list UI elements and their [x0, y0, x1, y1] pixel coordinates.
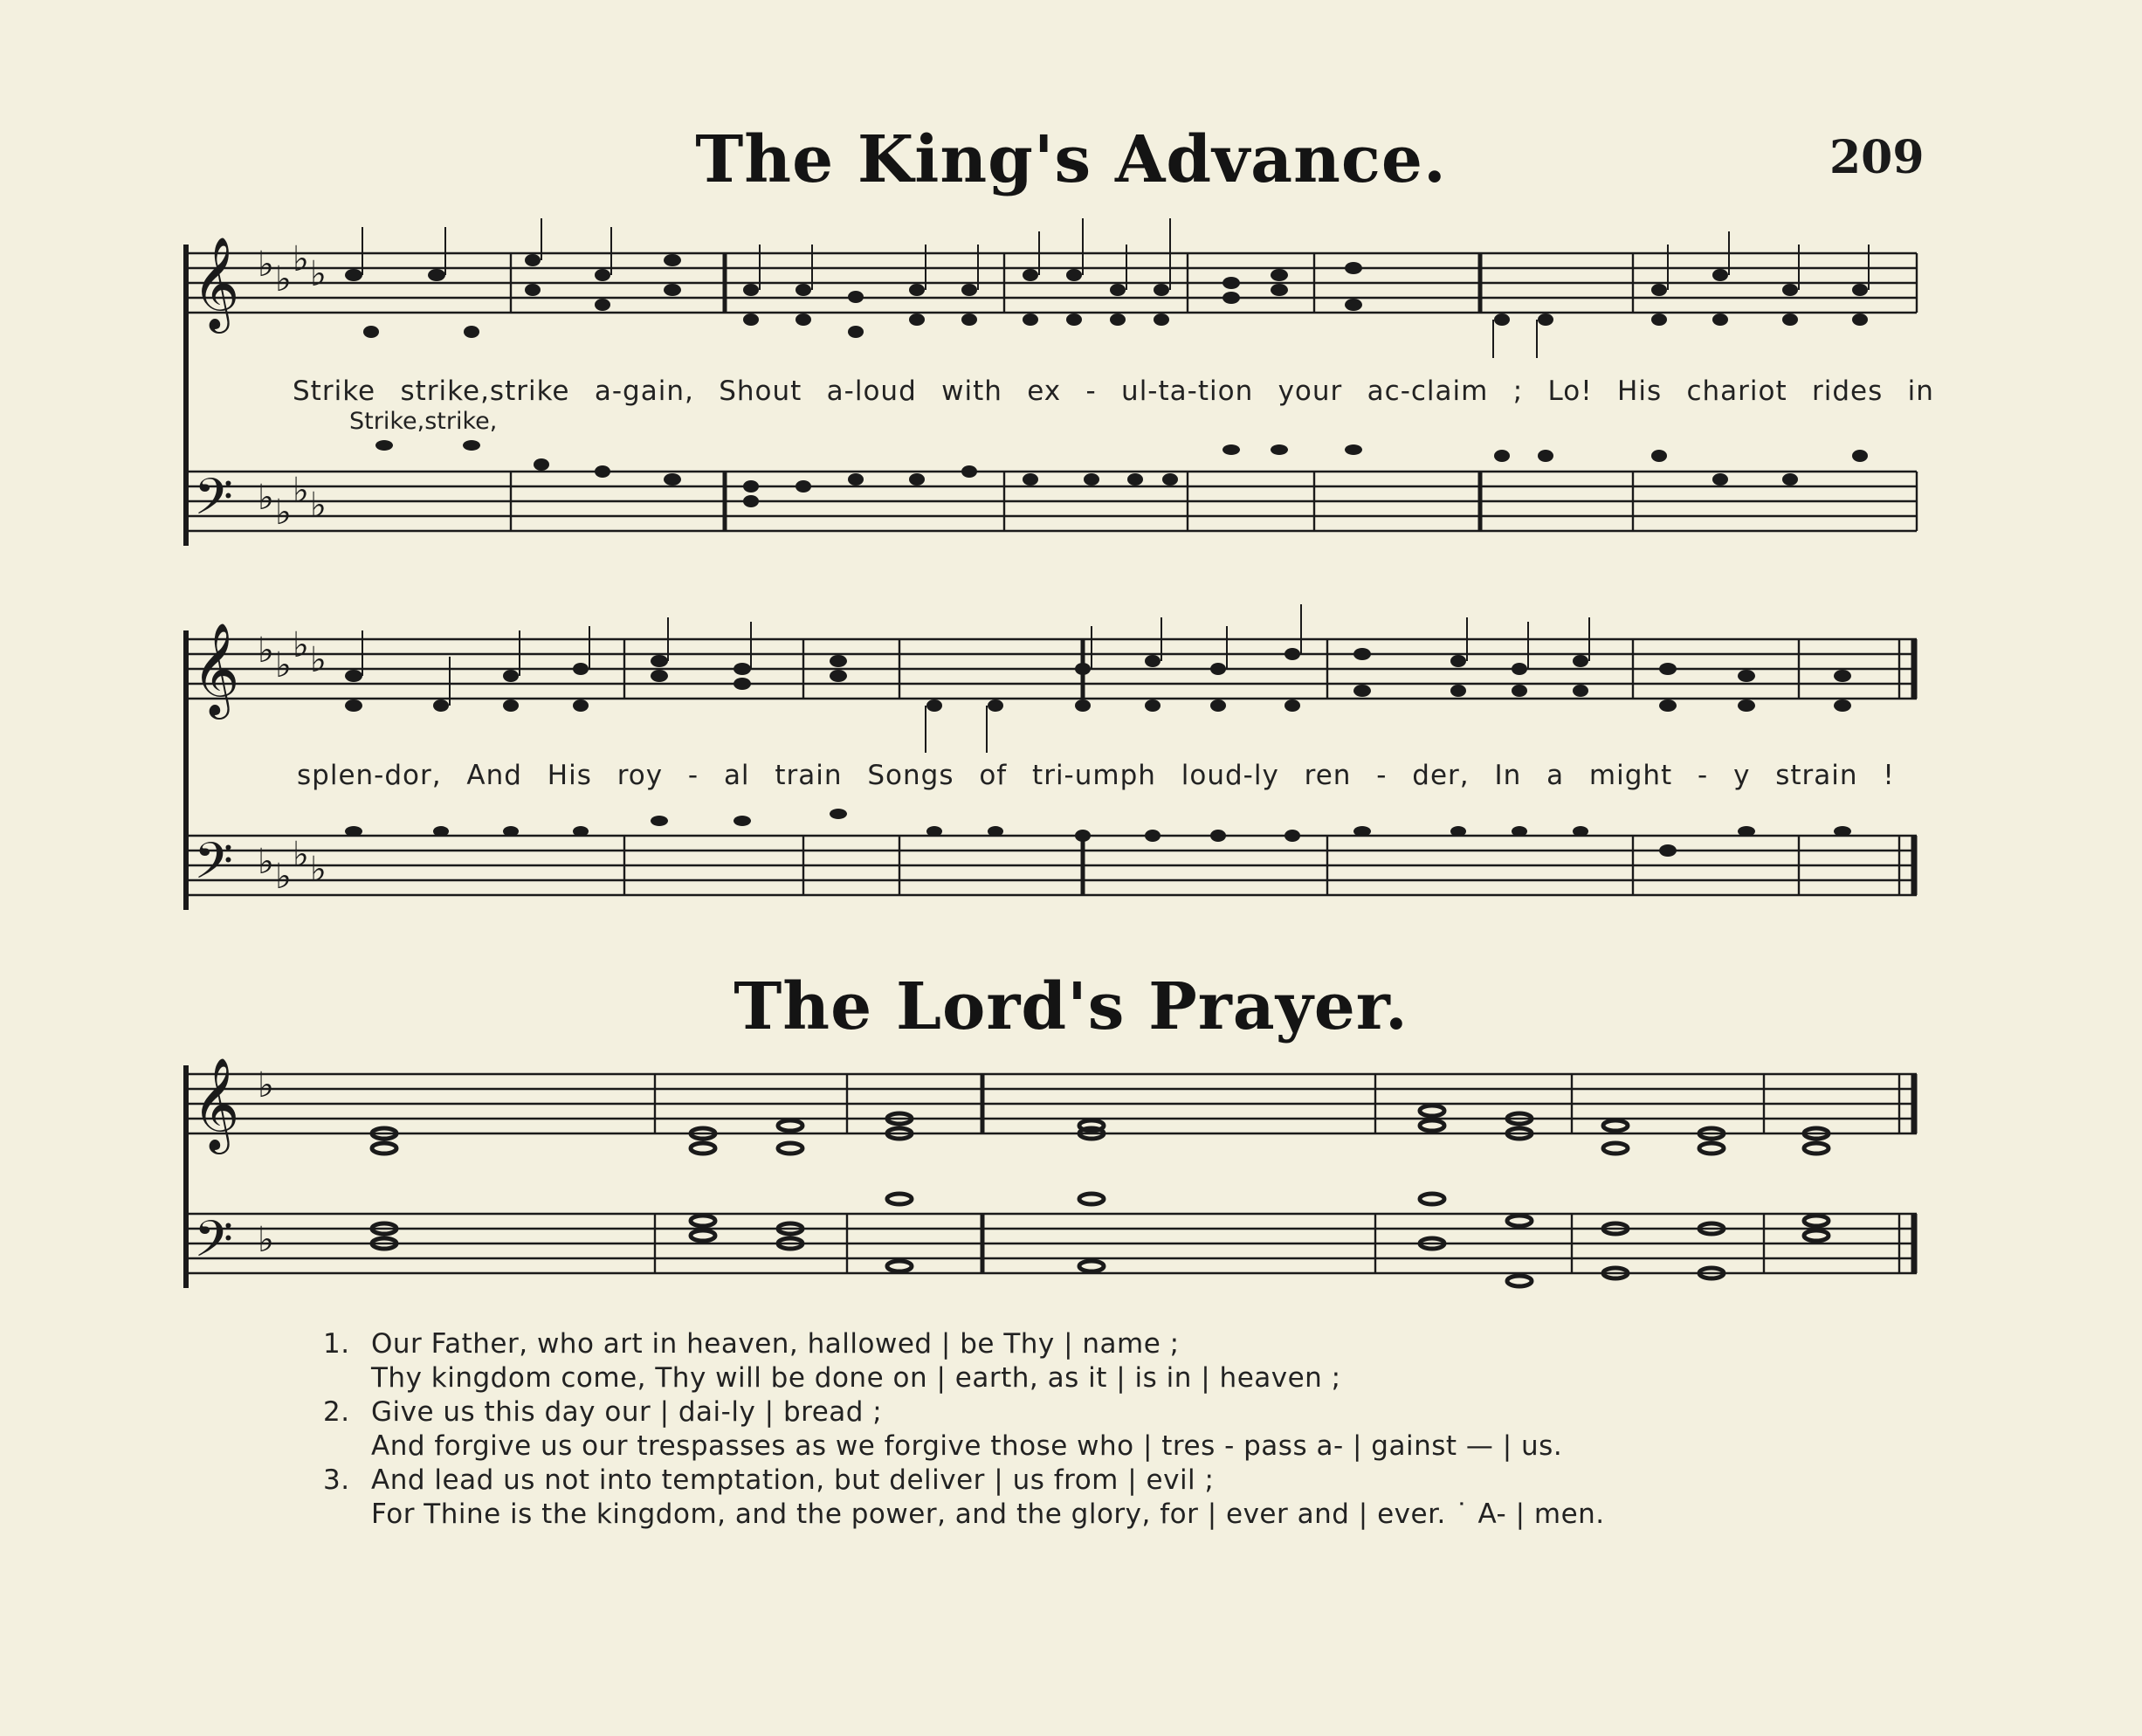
svg-text:♭: ♭ [258, 630, 274, 671]
hymn-title-lords-prayer: The Lord's Prayer. [734, 969, 1408, 1044]
svg-text:♭: ♭ [275, 857, 292, 897]
verse-3-line-1: 3. And lead us not into temptation, but deliver | us from | evil ; [323, 1464, 1215, 1496]
svg-text:♭: ♭ [310, 486, 327, 526]
verse-1-line-2: Thy kingdom come, Thy will be done on | earth, as it | is in | heaven ; [371, 1362, 1341, 1394]
svg-text:𝄞: 𝄞 [192, 622, 240, 715]
svg-text:♭: ♭ [310, 254, 327, 294]
svg-text:♭: ♭ [293, 625, 309, 665]
verse-3-line-2: For Thine is the kingdom, and the power, and the glory, for | ever and | ever. ˙ A- | men. [371, 1498, 1605, 1530]
svg-text:♭: ♭ [293, 835, 309, 875]
page-number: 209 [1829, 131, 1925, 184]
svg-text:♭: ♭ [258, 478, 274, 518]
svg-text:♭: ♭ [258, 245, 274, 285]
svg-text:𝄢: 𝄢 [194, 467, 234, 539]
svg-text:♭: ♭ [258, 1220, 274, 1260]
svg-text:♭: ♭ [258, 1065, 274, 1106]
lyrics-subline: Strike,strike, [349, 408, 498, 435]
svg-text:♭: ♭ [275, 645, 292, 685]
score-system-3 [183, 1057, 1930, 1319]
svg-text:𝄞: 𝄞 [192, 1057, 240, 1150]
verse-2-line-1: 2. Give us this day our | dai-ly | bread ; [323, 1396, 883, 1428]
svg-text:♭: ♭ [293, 239, 309, 279]
svg-text:♭: ♭ [258, 842, 274, 882]
svg-text:𝄢: 𝄢 [194, 1209, 234, 1281]
music-system-1 [183, 236, 1934, 568]
svg-text:♭: ♭ [275, 259, 292, 300]
svg-text:𝄢: 𝄢 [194, 831, 234, 903]
music-system-3 [183, 1057, 1930, 1319]
hymn-title-kings-advance: The King's Advance. [695, 122, 1447, 197]
lyrics-line-1: Strike strike,strike a-gain, Shout a-loud with ex - ul-ta-tion your ac-claim ; Lo! His chariot rides in [293, 375, 1934, 407]
svg-text:♭: ♭ [293, 471, 309, 511]
svg-text:𝄞: 𝄞 [192, 236, 240, 329]
svg-text:♭: ♭ [275, 493, 292, 533]
lyrics-line-2: splen-dor, And His roy - al train Songs of tri-umph loud-ly ren - der, In a might - y strain ! [297, 760, 1895, 791]
music-system-2 [183, 622, 1930, 954]
verse-2-line-2: And forgive us our trespasses as we forgive those who | tres - pass a- | gainst — | us. [371, 1430, 1563, 1462]
lords-prayer-verses [323, 1327, 1895, 1532]
svg-text:♭: ♭ [310, 640, 327, 680]
verse-1-line-1: 1. Our Father, who art in heaven, hallowed | be Thy | name ; [323, 1328, 1180, 1360]
svg-text:♭: ♭ [310, 850, 327, 890]
